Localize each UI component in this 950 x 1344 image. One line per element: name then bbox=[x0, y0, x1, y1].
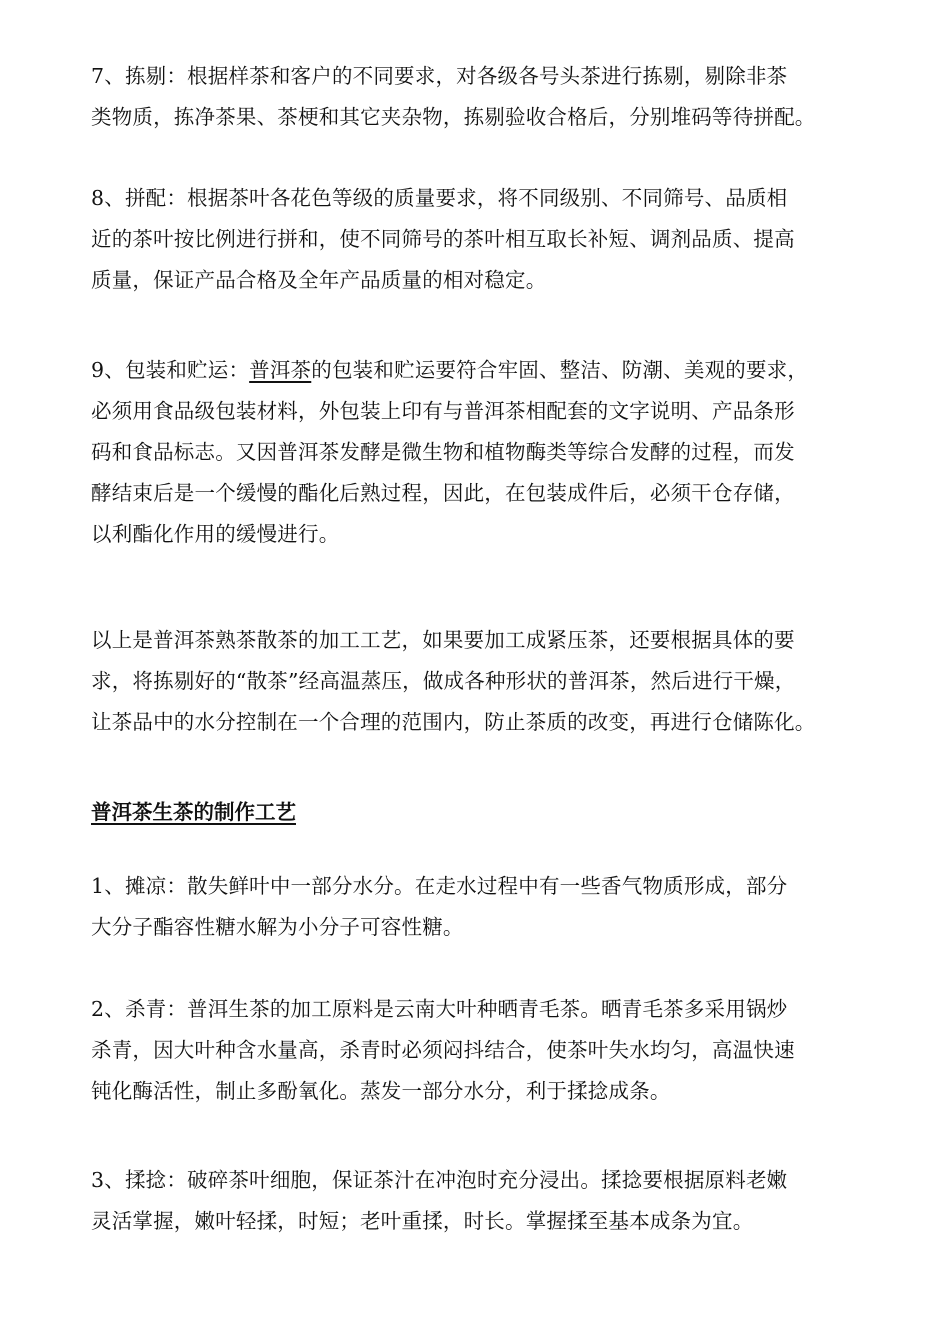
text-line: 求，将拣剔好的“散茶”经高温蒸压，做成各种形状的普洱茶，然后进行干燥， bbox=[91, 669, 796, 693]
text-line: 灵活掌握，嫩叶轻揉，时短；老叶重揉，时长。掌握揉至基本成条为宜。 bbox=[91, 1209, 754, 1233]
text-line: 酵结束后是一个缓慢的酯化后熟过程，因此，在包装成件后，必须干仓存储， bbox=[91, 481, 795, 505]
text-line bbox=[91, 350, 881, 391]
text-line: 8、拼配：根据茶叶各花色等级的质量要求，将不同级别、不同筛号、品质相 bbox=[91, 186, 788, 210]
paragraph-step-8-blending bbox=[91, 178, 881, 301]
paragraph-raw-step-3-rolling bbox=[91, 1160, 881, 1242]
paragraph-summary bbox=[91, 620, 881, 743]
paragraph-step-9-packaging bbox=[91, 350, 881, 555]
text-line: 钝化酶活性，制止多酚氧化。蒸发一部分水分，利于揉捻成条。 bbox=[91, 1079, 671, 1103]
text-line: 质量，保证产品合格及全年产品质量的相对稳定。 bbox=[91, 268, 547, 292]
section-heading: 普洱茶生茶的制作工艺 bbox=[91, 800, 296, 824]
text-line: 7、拣剔：根据样茶和客户的不同要求，对各级各号头茶进行拣剔，剔除非茶 bbox=[91, 64, 788, 88]
text-segment: 9、包装和贮运： bbox=[91, 358, 250, 382]
text-line: 杀青，因大叶种含水量高，杀青时必须闷抖结合，使茶叶失水均匀，高温快速 bbox=[91, 1038, 795, 1062]
text-line: 类物质，拣净茶果、茶梗和其它夹杂物，拣剔验收合格后，分别堆码等待拼配。 bbox=[91, 105, 816, 129]
text-line: 以上是普洱茶熟茶散茶的加工工艺，如果要加工成紧压茶，还要根据具体的要 bbox=[91, 628, 795, 652]
text-line: 码和食品标志。又因普洱茶发酵是微生物和植物酶类等综合发酵的过程，而发 bbox=[91, 440, 795, 464]
text-line: 让茶品中的水分控制在一个合理的范围内，防止茶质的改变，再进行仓储陈化。 bbox=[91, 710, 816, 734]
text-line: 2、杀青：普洱生茶的加工原料是云南大叶种晒青毛茶。晒青毛茶多采用锅炒 bbox=[91, 997, 788, 1021]
puer-tea-link[interactable]: 普洱茶 bbox=[249, 358, 312, 382]
text-line: 1、摊凉：散失鲜叶中一部分水分。在走水过程中有一些香气物质形成，部分 bbox=[91, 874, 788, 898]
text-line: 以利酯化作用的缓慢进行。 bbox=[91, 522, 340, 546]
paragraph-step-7-sorting bbox=[91, 56, 881, 138]
text-line: 必须用食品级包装材料，外包装上印有与普洱茶相配套的文字说明、产品条形 bbox=[91, 399, 795, 423]
paragraph-raw-step-1-spreading bbox=[91, 866, 881, 948]
text-line: 大分子酯容性糖水解为小分子可容性糖。 bbox=[91, 915, 464, 939]
text-segment: 的包装和贮运要符合牢固、整洁、防潮、美观的要求， bbox=[311, 358, 809, 382]
text-line: 3、揉捻：破碎茶叶细胞，保证茶汁在冲泡时充分浸出。揉捻要根据原料老嫩 bbox=[91, 1168, 788, 1192]
text-line: 近的茶叶按比例进行拼和，使不同筛号的茶叶相互取长补短、调剂品质、提高 bbox=[91, 227, 795, 251]
paragraph-raw-step-2-fixing bbox=[91, 989, 881, 1112]
